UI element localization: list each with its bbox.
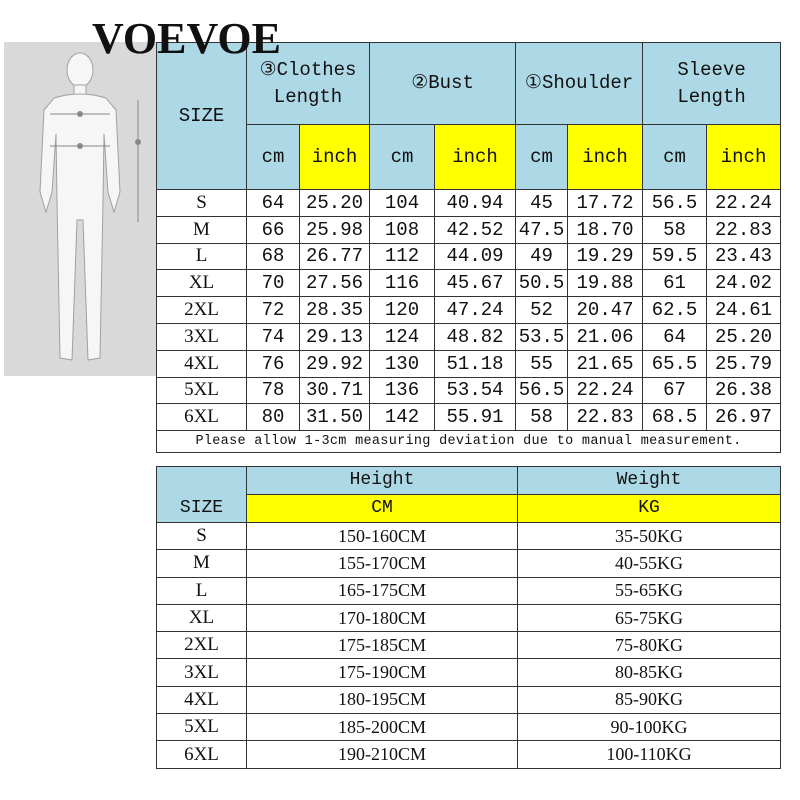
value-cell: 45: [516, 190, 568, 217]
size-cell: XL: [157, 604, 247, 631]
weight-cell: 40-55KG: [518, 550, 781, 577]
size-cell: 5XL: [157, 377, 247, 404]
value-cell: 55.91: [435, 404, 516, 431]
value-cell: 68: [247, 243, 300, 270]
table-row: [157, 714, 781, 741]
table-row: [157, 550, 781, 577]
body-measurement-figure-icon: [4, 42, 156, 376]
weight-header: Weight: [518, 467, 781, 495]
value-cell: 29.92: [300, 350, 370, 377]
value-cell: 18.70: [568, 216, 643, 243]
value-cell: 56.5: [516, 377, 568, 404]
unit-cm: cm: [643, 125, 707, 190]
table-row: [157, 350, 781, 377]
value-cell: 31.50: [300, 404, 370, 431]
value-cell: 130: [370, 350, 435, 377]
value-cell: 58: [516, 404, 568, 431]
value-cell: 136: [370, 377, 435, 404]
value-cell: 22.24: [707, 190, 781, 217]
size-header: SIZE: [157, 467, 247, 523]
height-cell: 170-180CM: [247, 604, 518, 631]
value-cell: 76: [247, 350, 300, 377]
value-cell: 53.5: [516, 323, 568, 350]
value-cell: 70: [247, 270, 300, 297]
table-row: [157, 270, 781, 297]
value-cell: 58: [643, 216, 707, 243]
value-cell: 30.71: [300, 377, 370, 404]
weight-cell: 85-90KG: [518, 686, 781, 713]
weight-unit: KG: [518, 495, 781, 523]
value-cell: 17.72: [568, 190, 643, 217]
unit-inch: inch: [300, 125, 370, 190]
height-weight-table: [156, 466, 781, 769]
value-cell: 22.83: [568, 404, 643, 431]
unit-cm: cm: [370, 125, 435, 190]
value-cell: 64: [643, 323, 707, 350]
value-cell: 78: [247, 377, 300, 404]
value-cell: 142: [370, 404, 435, 431]
value-cell: 42.52: [435, 216, 516, 243]
size-cell: S: [157, 523, 247, 550]
unit-inch: inch: [568, 125, 643, 190]
table-row: [157, 741, 781, 768]
unit-cm: cm: [247, 125, 300, 190]
value-cell: 112: [370, 243, 435, 270]
value-cell: 104: [370, 190, 435, 217]
value-cell: 25.79: [707, 350, 781, 377]
value-cell: 74: [247, 323, 300, 350]
value-cell: 26.97: [707, 404, 781, 431]
height-cell: 175-190CM: [247, 659, 518, 686]
value-cell: 45.67: [435, 270, 516, 297]
value-cell: 25.20: [707, 323, 781, 350]
clothes-length-header: ③Clothes Length: [247, 43, 370, 125]
value-cell: 61: [643, 270, 707, 297]
height-cell: 180-195CM: [247, 686, 518, 713]
value-cell: 19.88: [568, 270, 643, 297]
table-row: [157, 377, 781, 404]
brand-logo: VOEVOE: [92, 14, 281, 63]
value-cell: 25.20: [300, 190, 370, 217]
value-cell: 65.5: [643, 350, 707, 377]
table-row: [157, 686, 781, 713]
height-cell: 185-200CM: [247, 714, 518, 741]
value-cell: 59.5: [643, 243, 707, 270]
value-cell: 19.29: [568, 243, 643, 270]
value-cell: 23.43: [707, 243, 781, 270]
value-cell: 72: [247, 297, 300, 324]
table-row: [157, 523, 781, 550]
table-row: [157, 190, 781, 217]
value-cell: 52: [516, 297, 568, 324]
height-unit: CM: [247, 495, 518, 523]
weight-cell: 90-100KG: [518, 714, 781, 741]
size-header: SIZE: [157, 43, 247, 190]
height-cell: 165-175CM: [247, 577, 518, 604]
size-cell: S: [157, 190, 247, 217]
table-row: [157, 577, 781, 604]
size-cell: 5XL: [157, 714, 247, 741]
value-cell: 62.5: [643, 297, 707, 324]
value-cell: 22.24: [568, 377, 643, 404]
value-cell: 21.06: [568, 323, 643, 350]
value-cell: 116: [370, 270, 435, 297]
table-row: [157, 243, 781, 270]
value-cell: 68.5: [643, 404, 707, 431]
shoulder-header: ①Shoulder: [516, 43, 643, 125]
unit-inch: inch: [435, 125, 516, 190]
table-row: [157, 216, 781, 243]
value-cell: 55: [516, 350, 568, 377]
value-cell: 40.94: [435, 190, 516, 217]
value-cell: 47.5: [516, 216, 568, 243]
value-cell: 51.18: [435, 350, 516, 377]
value-cell: 48.82: [435, 323, 516, 350]
value-cell: 80: [247, 404, 300, 431]
table-row: [157, 604, 781, 631]
value-cell: 24.02: [707, 270, 781, 297]
value-cell: 44.09: [435, 243, 516, 270]
height-cell: 175-185CM: [247, 632, 518, 659]
weight-cell: 35-50KG: [518, 523, 781, 550]
weight-cell: 55-65KG: [518, 577, 781, 604]
size-cell: 6XL: [157, 404, 247, 431]
height-cell: 190-210CM: [247, 741, 518, 768]
height-header: Height: [247, 467, 518, 495]
size-measurement-table: [156, 42, 781, 453]
size-cell: 2XL: [157, 297, 247, 324]
value-cell: 26.38: [707, 377, 781, 404]
height-cell: 150-160CM: [247, 523, 518, 550]
bust-header: ②Bust: [370, 43, 516, 125]
weight-cell: 75-80KG: [518, 632, 781, 659]
value-cell: 108: [370, 216, 435, 243]
table-row: [157, 632, 781, 659]
table-row: [157, 323, 781, 350]
value-cell: 124: [370, 323, 435, 350]
value-cell: 49: [516, 243, 568, 270]
size-cell: M: [157, 216, 247, 243]
value-cell: 27.56: [300, 270, 370, 297]
table-row: [157, 297, 781, 324]
value-cell: 22.83: [707, 216, 781, 243]
value-cell: 56.5: [643, 190, 707, 217]
value-cell: 120: [370, 297, 435, 324]
size-cell: 4XL: [157, 686, 247, 713]
unit-cm: cm: [516, 125, 568, 190]
size-cell: M: [157, 550, 247, 577]
size-cell: 4XL: [157, 350, 247, 377]
value-cell: 28.35: [300, 297, 370, 324]
value-cell: 64: [247, 190, 300, 217]
unit-inch: inch: [707, 125, 781, 190]
table-row: [157, 659, 781, 686]
value-cell: 47.24: [435, 297, 516, 324]
measurement-note: Please allow 1-3cm measuring deviation due to manual measurement.: [157, 431, 781, 453]
size-cell: 3XL: [157, 659, 247, 686]
table-row: [157, 404, 781, 431]
value-cell: 21.65: [568, 350, 643, 377]
weight-cell: 80-85KG: [518, 659, 781, 686]
value-cell: 67: [643, 377, 707, 404]
value-cell: 20.47: [568, 297, 643, 324]
weight-cell: 100-110KG: [518, 741, 781, 768]
value-cell: 29.13: [300, 323, 370, 350]
value-cell: 50.5: [516, 270, 568, 297]
weight-cell: 65-75KG: [518, 604, 781, 631]
size-cell: L: [157, 243, 247, 270]
value-cell: 53.54: [435, 377, 516, 404]
size-cell: L: [157, 577, 247, 604]
height-cell: 155-170CM: [247, 550, 518, 577]
value-cell: 66: [247, 216, 300, 243]
value-cell: 26.77: [300, 243, 370, 270]
size-cell: XL: [157, 270, 247, 297]
value-cell: 24.61: [707, 297, 781, 324]
value-cell: 25.98: [300, 216, 370, 243]
size-cell: 3XL: [157, 323, 247, 350]
sleeve-length-header: Sleeve Length: [643, 43, 781, 125]
size-cell: 6XL: [157, 741, 247, 768]
size-cell: 2XL: [157, 632, 247, 659]
